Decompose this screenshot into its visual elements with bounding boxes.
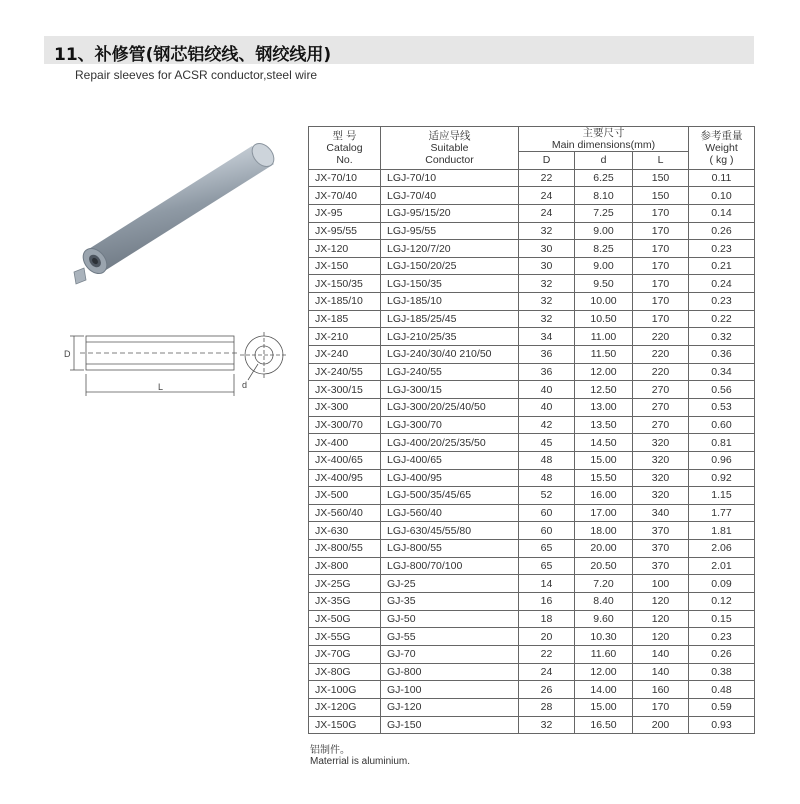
header-L: L bbox=[633, 152, 689, 170]
cell-conductor: LGJ-560/40 bbox=[381, 504, 519, 522]
cell-conductor: GJ-35 bbox=[381, 593, 519, 611]
cell-catalog: JX-80G bbox=[309, 663, 381, 681]
cell-conductor: LGJ-300/15 bbox=[381, 381, 519, 399]
page-subtitle: Repair sleeves for ACSR conductor,steel wire bbox=[75, 68, 318, 82]
table-row bbox=[309, 645, 755, 663]
cell-conductor: GJ-150 bbox=[381, 716, 519, 734]
cell-d: 22 bbox=[519, 645, 575, 663]
cell-catalog: JX-210 bbox=[309, 328, 381, 346]
cell-w: 0.10 bbox=[689, 187, 755, 205]
cell-w: 0.26 bbox=[689, 222, 755, 240]
cell-d: 9.00 bbox=[575, 257, 633, 275]
cell-catalog: JX-630 bbox=[309, 522, 381, 540]
cell-d: 48 bbox=[519, 451, 575, 469]
cell-l: 220 bbox=[633, 363, 689, 381]
cell-d: 8.10 bbox=[575, 187, 633, 205]
cell-d: 16.50 bbox=[575, 716, 633, 734]
cell-w: 0.12 bbox=[689, 593, 755, 611]
label-D: D bbox=[64, 349, 71, 359]
table-row bbox=[309, 469, 755, 487]
cell-catalog: JX-50G bbox=[309, 610, 381, 628]
cell-d: 24 bbox=[519, 187, 575, 205]
cell-d: 7.20 bbox=[575, 575, 633, 593]
cell-d: 48 bbox=[519, 469, 575, 487]
cell-catalog: JX-70/10 bbox=[309, 169, 381, 187]
table-row bbox=[309, 204, 755, 222]
cell-l: 270 bbox=[633, 416, 689, 434]
cell-w: 0.34 bbox=[689, 363, 755, 381]
cell-catalog: JX-240 bbox=[309, 346, 381, 364]
cell-conductor: LGJ-150/35 bbox=[381, 275, 519, 293]
cell-catalog: JX-25G bbox=[309, 575, 381, 593]
cell-l: 320 bbox=[633, 451, 689, 469]
cell-d: 15.00 bbox=[575, 451, 633, 469]
cell-d: 17.00 bbox=[575, 504, 633, 522]
cell-catalog: JX-800/55 bbox=[309, 540, 381, 558]
header-conductor: 适应导线 Suitable Conductor bbox=[381, 127, 519, 170]
cell-l: 120 bbox=[633, 628, 689, 646]
cell-d: 13.50 bbox=[575, 416, 633, 434]
table-row bbox=[309, 346, 755, 364]
cell-d: 42 bbox=[519, 416, 575, 434]
cell-conductor: LGJ-800/70/100 bbox=[381, 557, 519, 575]
cell-w: 0.36 bbox=[689, 346, 755, 364]
table-row bbox=[309, 398, 755, 416]
sleeve-body bbox=[74, 140, 278, 284]
cell-d: 10.50 bbox=[575, 310, 633, 328]
cell-conductor: GJ-70 bbox=[381, 645, 519, 663]
material-note: 铝制件。 Materrial is aluminium. bbox=[310, 745, 411, 767]
cell-l: 220 bbox=[633, 346, 689, 364]
cell-w: 0.23 bbox=[689, 240, 755, 258]
cell-catalog: JX-185 bbox=[309, 310, 381, 328]
cell-d: 20 bbox=[519, 628, 575, 646]
cell-w: 0.53 bbox=[689, 398, 755, 416]
table-row bbox=[309, 293, 755, 311]
cell-catalog: JX-185/10 bbox=[309, 293, 381, 311]
cell-l: 140 bbox=[633, 645, 689, 663]
cell-conductor: LGJ-240/55 bbox=[381, 363, 519, 381]
cell-w: 0.81 bbox=[689, 434, 755, 452]
cell-w: 0.92 bbox=[689, 469, 755, 487]
cell-catalog: JX-300/70 bbox=[309, 416, 381, 434]
cell-conductor: LGJ-300/70 bbox=[381, 416, 519, 434]
table-row bbox=[309, 540, 755, 558]
cell-d: 11.00 bbox=[575, 328, 633, 346]
cell-d: 14.50 bbox=[575, 434, 633, 452]
cell-conductor: LGJ-95/15/20 bbox=[381, 204, 519, 222]
cell-d: 11.60 bbox=[575, 645, 633, 663]
table-row bbox=[309, 593, 755, 611]
cell-d: 9.60 bbox=[575, 610, 633, 628]
header-catalog: 型 号 Catalog No. bbox=[309, 127, 381, 170]
cell-d: 22 bbox=[519, 169, 575, 187]
cell-d: 24 bbox=[519, 204, 575, 222]
cell-w: 0.21 bbox=[689, 257, 755, 275]
repair-sleeve-image bbox=[52, 140, 292, 300]
cell-d: 11.50 bbox=[575, 346, 633, 364]
cell-d: 15.50 bbox=[575, 469, 633, 487]
cell-catalog: JX-240/55 bbox=[309, 363, 381, 381]
cell-d: 18 bbox=[519, 610, 575, 628]
cell-w: 0.23 bbox=[689, 293, 755, 311]
cell-d: 45 bbox=[519, 434, 575, 452]
cell-d: 10.00 bbox=[575, 293, 633, 311]
cell-catalog: JX-400/65 bbox=[309, 451, 381, 469]
cell-l: 150 bbox=[633, 169, 689, 187]
cell-conductor: LGJ-630/45/55/80 bbox=[381, 522, 519, 540]
cell-catalog: JX-70/40 bbox=[309, 187, 381, 205]
cell-conductor: LGJ-70/40 bbox=[381, 187, 519, 205]
cell-l: 170 bbox=[633, 275, 689, 293]
cell-d: 12.00 bbox=[575, 663, 633, 681]
cell-d: 9.00 bbox=[575, 222, 633, 240]
header-dimensions: 主要尺寸 Main dimensions(mm) bbox=[519, 127, 689, 152]
cell-l: 370 bbox=[633, 540, 689, 558]
cell-catalog: JX-150G bbox=[309, 716, 381, 734]
table-row bbox=[309, 716, 755, 734]
table-row bbox=[309, 487, 755, 505]
cell-d: 12.50 bbox=[575, 381, 633, 399]
cell-catalog: JX-120G bbox=[309, 698, 381, 716]
cell-d: 65 bbox=[519, 540, 575, 558]
cell-l: 270 bbox=[633, 398, 689, 416]
cell-w: 1.77 bbox=[689, 504, 755, 522]
cell-d: 18.00 bbox=[575, 522, 633, 540]
label-L: L bbox=[158, 382, 164, 392]
cell-l: 320 bbox=[633, 487, 689, 505]
cell-d: 8.25 bbox=[575, 240, 633, 258]
cell-d: 14 bbox=[519, 575, 575, 593]
cell-catalog: JX-35G bbox=[309, 593, 381, 611]
cell-w: 2.01 bbox=[689, 557, 755, 575]
cell-conductor: GJ-50 bbox=[381, 610, 519, 628]
cell-conductor: GJ-55 bbox=[381, 628, 519, 646]
cell-l: 170 bbox=[633, 310, 689, 328]
cell-w: 0.09 bbox=[689, 575, 755, 593]
cell-conductor: LGJ-210/25/35 bbox=[381, 328, 519, 346]
cell-d: 14.00 bbox=[575, 681, 633, 699]
cell-d: 52 bbox=[519, 487, 575, 505]
cell-w: 1.81 bbox=[689, 522, 755, 540]
table-row bbox=[309, 610, 755, 628]
cell-l: 200 bbox=[633, 716, 689, 734]
table-row bbox=[309, 240, 755, 258]
cell-l: 320 bbox=[633, 469, 689, 487]
cell-catalog: JX-95/55 bbox=[309, 222, 381, 240]
cell-w: 0.48 bbox=[689, 681, 755, 699]
table-row bbox=[309, 169, 755, 187]
cell-w: 0.93 bbox=[689, 716, 755, 734]
cell-l: 370 bbox=[633, 557, 689, 575]
cell-w: 0.38 bbox=[689, 663, 755, 681]
cell-conductor: GJ-120 bbox=[381, 698, 519, 716]
table-row bbox=[309, 257, 755, 275]
cell-l: 340 bbox=[633, 504, 689, 522]
cell-w: 0.22 bbox=[689, 310, 755, 328]
page-title: 11、补修管(钢芯铝绞线、钢绞线用) bbox=[54, 45, 332, 65]
cell-w: 0.56 bbox=[689, 381, 755, 399]
cell-catalog: JX-120 bbox=[309, 240, 381, 258]
cell-catalog: JX-800 bbox=[309, 557, 381, 575]
cell-conductor: LGJ-300/20/25/40/50 bbox=[381, 398, 519, 416]
cell-d: 10.30 bbox=[575, 628, 633, 646]
cell-w: 0.96 bbox=[689, 451, 755, 469]
cell-catalog: JX-300 bbox=[309, 398, 381, 416]
cell-w: 2.06 bbox=[689, 540, 755, 558]
cell-d: 6.25 bbox=[575, 169, 633, 187]
cell-catalog: JX-150 bbox=[309, 257, 381, 275]
cell-conductor: LGJ-95/55 bbox=[381, 222, 519, 240]
cell-w: 0.24 bbox=[689, 275, 755, 293]
cell-w: 0.11 bbox=[689, 169, 755, 187]
cell-l: 160 bbox=[633, 681, 689, 699]
cell-d: 36 bbox=[519, 346, 575, 364]
table-row bbox=[309, 328, 755, 346]
table-row bbox=[309, 663, 755, 681]
cell-conductor: LGJ-185/25/45 bbox=[381, 310, 519, 328]
cell-d: 32 bbox=[519, 222, 575, 240]
cell-d: 9.50 bbox=[575, 275, 633, 293]
cell-catalog: JX-400/95 bbox=[309, 469, 381, 487]
cell-l: 140 bbox=[633, 663, 689, 681]
cell-d: 15.00 bbox=[575, 698, 633, 716]
cell-d: 32 bbox=[519, 716, 575, 734]
cell-l: 100 bbox=[633, 575, 689, 593]
cell-d: 24 bbox=[519, 663, 575, 681]
cell-conductor: LGJ-70/10 bbox=[381, 169, 519, 187]
spec-table bbox=[308, 126, 755, 734]
cell-w: 1.15 bbox=[689, 487, 755, 505]
cell-w: 0.14 bbox=[689, 204, 755, 222]
cell-w: 0.23 bbox=[689, 628, 755, 646]
cell-d: 16.00 bbox=[575, 487, 633, 505]
cell-l: 170 bbox=[633, 257, 689, 275]
cell-conductor: GJ-25 bbox=[381, 575, 519, 593]
table-row bbox=[309, 222, 755, 240]
cell-w: 0.59 bbox=[689, 698, 755, 716]
cell-d: 65 bbox=[519, 557, 575, 575]
cell-catalog: JX-560/40 bbox=[309, 504, 381, 522]
cell-d: 30 bbox=[519, 240, 575, 258]
cell-l: 170 bbox=[633, 293, 689, 311]
cell-d: 26 bbox=[519, 681, 575, 699]
table-row bbox=[309, 504, 755, 522]
cell-catalog: JX-500 bbox=[309, 487, 381, 505]
table-row bbox=[309, 381, 755, 399]
cell-conductor: LGJ-400/65 bbox=[381, 451, 519, 469]
cell-l: 120 bbox=[633, 610, 689, 628]
table-row bbox=[309, 451, 755, 469]
cell-l: 370 bbox=[633, 522, 689, 540]
label-d: d bbox=[242, 380, 248, 390]
cell-d: 13.00 bbox=[575, 398, 633, 416]
cell-d: 30 bbox=[519, 257, 575, 275]
cell-d: 20.50 bbox=[575, 557, 633, 575]
cell-d: 32 bbox=[519, 293, 575, 311]
cell-catalog: JX-300/15 bbox=[309, 381, 381, 399]
table-row bbox=[309, 557, 755, 575]
cell-l: 170 bbox=[633, 698, 689, 716]
cell-conductor: LGJ-185/10 bbox=[381, 293, 519, 311]
cell-w: 0.26 bbox=[689, 645, 755, 663]
cell-d: 28 bbox=[519, 698, 575, 716]
cell-d: 60 bbox=[519, 504, 575, 522]
cell-conductor: GJ-100 bbox=[381, 681, 519, 699]
cell-conductor: LGJ-150/20/25 bbox=[381, 257, 519, 275]
cell-conductor: GJ-800 bbox=[381, 663, 519, 681]
cell-d: 60 bbox=[519, 522, 575, 540]
cell-d: 32 bbox=[519, 310, 575, 328]
table-body bbox=[309, 169, 755, 734]
cell-l: 320 bbox=[633, 434, 689, 452]
cell-l: 150 bbox=[633, 187, 689, 205]
cell-conductor: LGJ-240/30/40 210/50 bbox=[381, 346, 519, 364]
cell-d: 40 bbox=[519, 398, 575, 416]
cell-d: 36 bbox=[519, 363, 575, 381]
table-row bbox=[309, 522, 755, 540]
cell-d: 8.40 bbox=[575, 593, 633, 611]
cell-catalog: JX-95 bbox=[309, 204, 381, 222]
cell-d: 20.00 bbox=[575, 540, 633, 558]
cell-catalog: JX-55G bbox=[309, 628, 381, 646]
header-D: D bbox=[519, 152, 575, 170]
cell-d: 7.25 bbox=[575, 204, 633, 222]
table-row bbox=[309, 363, 755, 381]
cell-l: 170 bbox=[633, 240, 689, 258]
table-row bbox=[309, 310, 755, 328]
cell-w: 0.60 bbox=[689, 416, 755, 434]
table-row bbox=[309, 275, 755, 293]
cell-conductor: LGJ-400/20/25/35/50 bbox=[381, 434, 519, 452]
table-row bbox=[309, 434, 755, 452]
table-row bbox=[309, 575, 755, 593]
cell-l: 170 bbox=[633, 204, 689, 222]
cell-d: 12.00 bbox=[575, 363, 633, 381]
table-row bbox=[309, 698, 755, 716]
cell-catalog: JX-100G bbox=[309, 681, 381, 699]
table-row bbox=[309, 416, 755, 434]
cell-l: 120 bbox=[633, 593, 689, 611]
table-row bbox=[309, 628, 755, 646]
table-row bbox=[309, 187, 755, 205]
cell-conductor: LGJ-500/35/45/65 bbox=[381, 487, 519, 505]
cell-l: 270 bbox=[633, 381, 689, 399]
cell-conductor: LGJ-800/55 bbox=[381, 540, 519, 558]
cell-w: 0.15 bbox=[689, 610, 755, 628]
cell-d: 32 bbox=[519, 275, 575, 293]
cell-l: 170 bbox=[633, 222, 689, 240]
cell-l: 220 bbox=[633, 328, 689, 346]
cell-conductor: LGJ-400/95 bbox=[381, 469, 519, 487]
cell-catalog: JX-150/35 bbox=[309, 275, 381, 293]
cell-catalog: JX-400 bbox=[309, 434, 381, 452]
cell-d: 34 bbox=[519, 328, 575, 346]
cell-w: 0.32 bbox=[689, 328, 755, 346]
cell-d: 40 bbox=[519, 381, 575, 399]
dimension-drawing bbox=[58, 330, 290, 400]
cell-catalog: JX-70G bbox=[309, 645, 381, 663]
header-weight: 参考重量 Weight ( kg ) bbox=[689, 127, 755, 170]
cell-d: 16 bbox=[519, 593, 575, 611]
table-row bbox=[309, 681, 755, 699]
cell-conductor: LGJ-120/7/20 bbox=[381, 240, 519, 258]
header-d: d bbox=[575, 152, 633, 170]
